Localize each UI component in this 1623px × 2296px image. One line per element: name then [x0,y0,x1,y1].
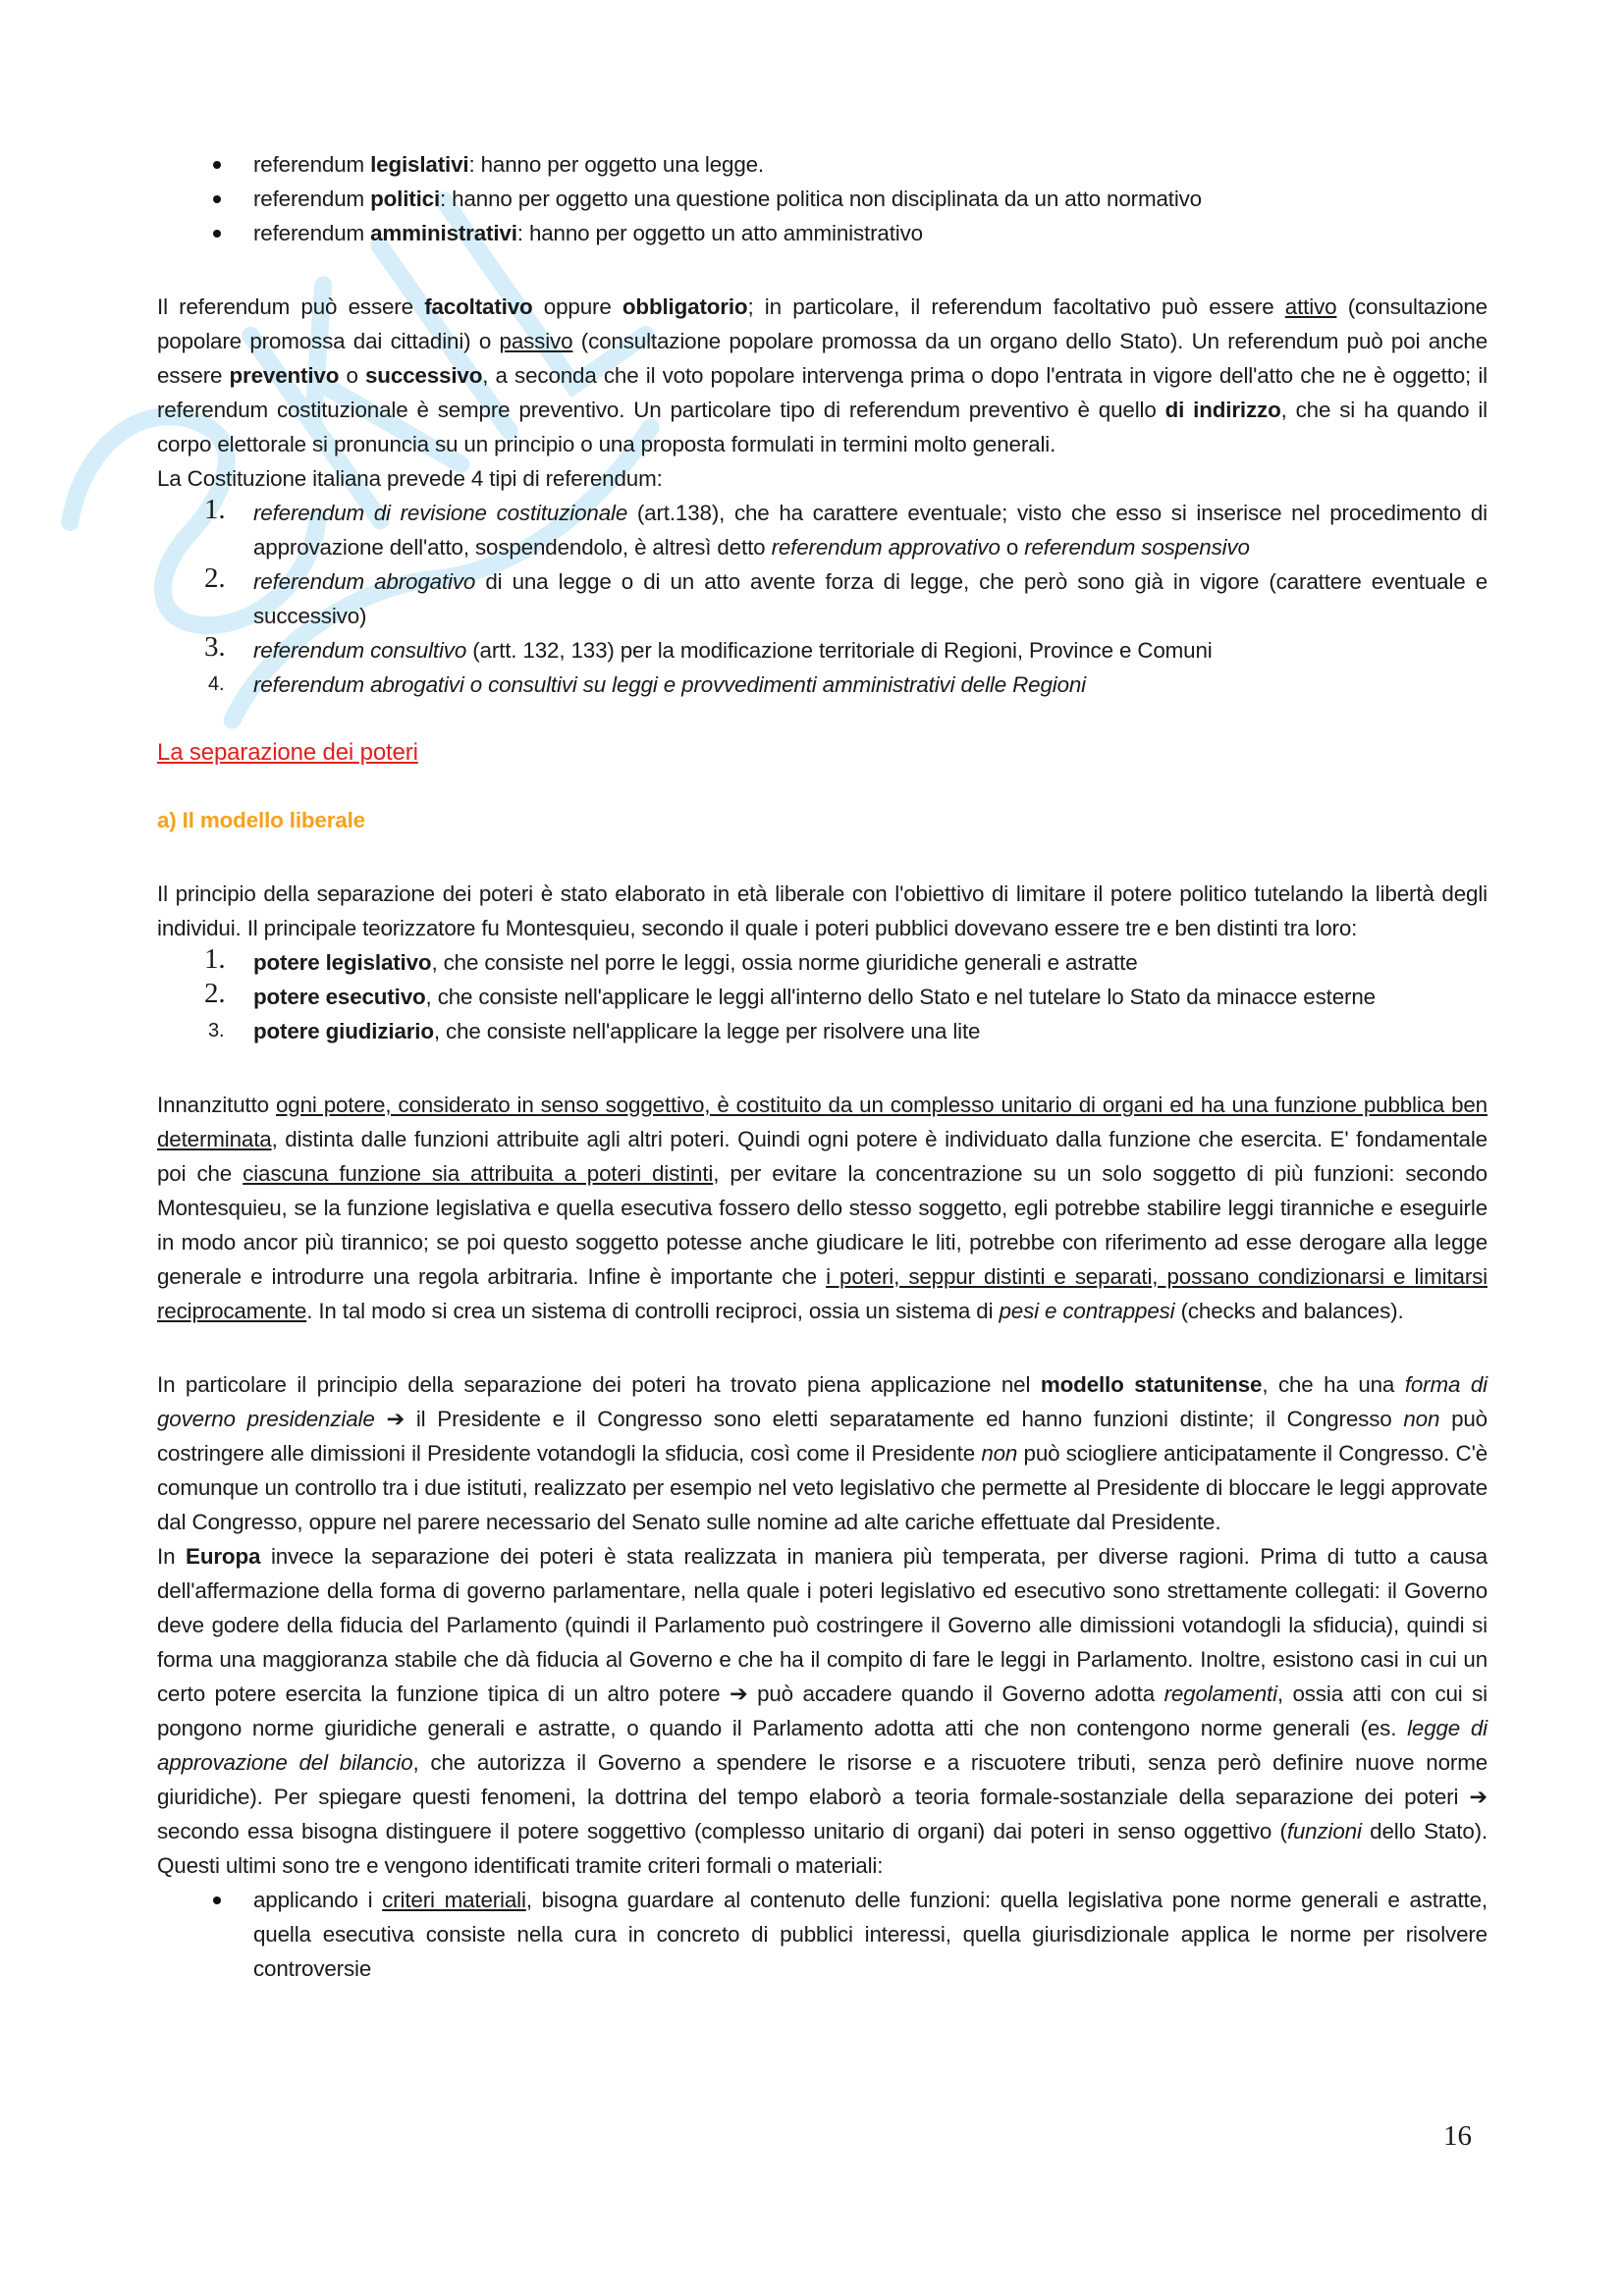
page-number: 16 [1443,2120,1472,2152]
page-content [157,147,1488,1986]
powers-list [157,945,1488,1048]
list-item: 2. referendum abrogativo di una legge o di un atto avente forza di legge, che però sono già in vigore (carattere eventuale e successivo) [204,562,1488,628]
list-item: 2. potere esecutivo, che consiste nell'applicare le leggi all'interno dello Stato e nel tutelare lo Stato da minacce esterne [204,978,1376,1009]
paragraph-us-model: In particolare il principio della separazione dei poteri ha trovato piena applicazione nel modello statunitense, che ha una forma di governo presidenziale ➔ il Presidente e il Congresso sono eletti separatamente ed hanno funzioni distinte; il Congresso non può costringere alle dimissioni il Presidente votandogli la sfiducia, così come il Presidente non può sciogliere anticipatamente il Congresso. C'è comunque un controllo tra i due istituti, realizzato per esempio nel veto legislativo che permette al Presidente di bloccare le leggi approvate dal Congresso, oppure nel parere necessario del Senato sulle nomine ad alte cariche effettuate dal Presidente. [157,1372,1488,1534]
list-item: 1. referendum di revisione costituzionale (art.138), che ha carattere eventuale; visto che esso si inserisce nel procedimento di approvazione dell'atto, sospendendolo, è altresì detto referendum approvativo o referendum sospensivo [204,494,1488,560]
list-item: 1. potere legislativo, che consiste nel porre le leggi, ossia norme giuridiche generali e astratte [204,943,1138,975]
list-item: referendum politici: hanno per oggetto una questione politica non disciplinata da un atto normativo [157,182,1488,216]
list-item: 3. potere giudiziario, che consiste nell'applicare la legge per risolvere una lite [208,1019,981,1043]
list-item: referendum legislativi: hanno per oggetto una legge. [157,147,1488,182]
criteria-list [157,1883,1488,1986]
constitution-referendum-list [157,496,1488,702]
list-item: applicando i criteri materiali, bisogna guardare al contenuto delle funzioni: quella legislativa pone norme generali e astratte, quella esecutiva consiste nella cura in concreto di pubblici interessi, quella giurisdizionale applica le norme per risolvere controversie [157,1883,1488,1986]
referendum-types-list [157,147,1488,250]
list-item: 4. referendum abrogativi o consultivi su leggi e provvedimenti amministrativi delle Regioni [208,672,1087,697]
paragraph-constitution-intro: La Costituzione italiana prevede 4 tipi di referendum: [157,466,663,491]
subsection-title: a) Il modello liberale [157,808,365,832]
list-item: referendum amministrativi: hanno per oggetto un atto amministrativo [157,216,1488,250]
section-title: La separazione dei poteri [157,739,418,766]
paragraph-separation-principle: Il principio della separazione dei poteri è stato elaborato in età liberale con l'obiettivo di limitare il potere politico tutelando la libertà degli individui. Il principale teorizzatore fu Montesquieu, secondo il quale i poteri pubblici dovevano essere tre e ben distinti tra loro: [157,881,1488,940]
paragraph-referendum-kinds: Il referendum può essere facoltativo oppure obbligatorio; in particolare, il referendum facoltativo può essere attivo (consultazione popolare promossa dai cittadini) o passivo (consultazione popolare promossa da un organo dello Stato). Un referendum può poi anche essere preventivo o successivo, a seconda che il voto popolare intervenga prima o dopo l'entrata in vigore dell'atto che ne è oggetto; il referendum costituzionale è sempre preventivo. Un particolare tipo di referendum preventivo è quello di indirizzo, che si ha quando il corpo elettorale si pronuncia su un principio o una proposta formulati in termini molto generali. [157,294,1488,456]
paragraph-europe-model: In Europa invece la separazione dei poteri è stata realizzata in maniera più temperata, per diverse ragioni. Prima di tutto a causa dell'affermazione della forma di governo parlamentare, nella quale i poteri legislativo ed esecutivo sono strettamente collegati: il Governo deve godere della fiducia del Parlamento (quindi il Parlamento può costringere il Governo alle dimissioni votandogli la sfiducia), quindi si forma una maggioranza stabile che dà fiducia al Governo e che ha il compito di fare le leggi in Parlamento. Inoltre, esistono casi in cui un certo potere esercita la funzione tipica di un altro potere ➔ può accadere quando il Governo adotta regolamenti, ossia atti con cui si pongono norme giuridiche generali e astratte, o quando il Parlamento adotta atti che non contengono norme generali (es. legge di approvazione del bilancio, che autorizza il Governo a spendere le risorse e a riscuotere tributi, senza però definire nuove norme giuridiche). Per spiegare questi fenomeni, la dottrina del tempo elaborò a teoria formale-sostanziale della separazione dei poteri ➔ secondo essa bisogna distinguere il potere soggettivo (complesso unitario di organi) dai poteri in senso oggettivo (funzioni dello Stato). Questi ultimi sono tre e vengono identificati tramite criteri formali o materiali: [157,1544,1488,1878]
paragraph-subjective-power: Innanzitutto ogni potere, considerato in senso soggettivo, è costituito da un complesso unitario di organi ed ha una funzione pubblica ben determinata, distinta dalle funzioni attribuite agli altri poteri. Quindi ogni potere è individuato dalla funzione che esercita. E' fondamentale poi che ciascuna funzione sia attribuita a poteri distinti, per evitare la concentrazione su un solo soggetto di più funzioni: secondo Montesquieu, se la funzione legislativa e quella esecutiva fossero dello stesso soggetto, egli potrebbe stabilire leggi tiranniche e eseguirle in modo ancor più tirannico; se poi questo soggetto potesse anche giudicare le liti, potrebbe con riferimento ad esse derogare alla legge generale e introdurre una regola arbitraria. Infine è importante che i poteri, seppur distinti e separati, possano condizionarsi e limitarsi reciprocamente. In tal modo si crea un sistema di controlli reciproci, ossia un sistema di pesi e contrappesi (checks and balances). [157,1093,1488,1323]
list-item: 3. referendum consultivo (artt. 132, 133) per la modificazione territoriale di Regioni, Province e Comuni [204,631,1213,663]
